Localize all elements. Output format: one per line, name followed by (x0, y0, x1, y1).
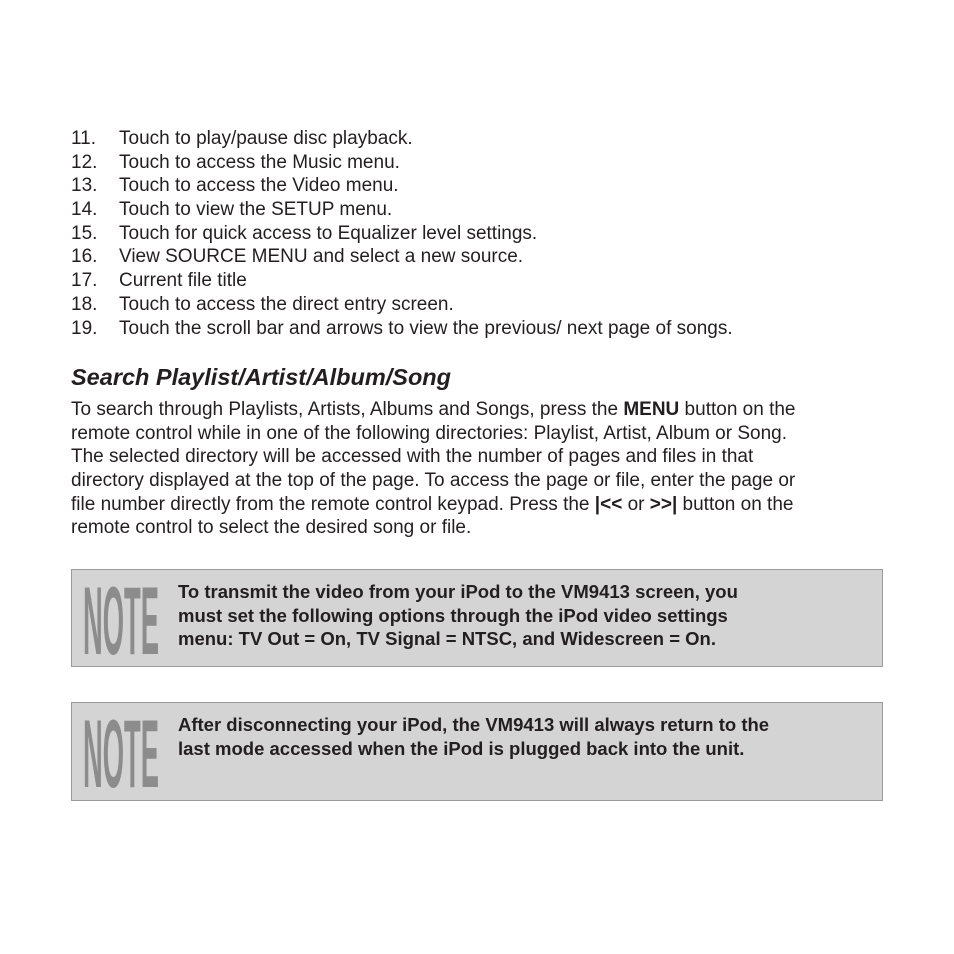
list-item (71, 127, 911, 151)
item-text: Touch to play/pause disc playback. (119, 128, 413, 149)
list-item (71, 245, 911, 269)
paragraph-text: button on the (679, 399, 796, 420)
paragraph-text: or (622, 493, 650, 515)
paragraph-line: directory displayed at the top of the page. To access the page or file, enter the page or (71, 470, 796, 492)
paragraph-line: The selected directory will be accessed with the number of pages and files in that (71, 446, 754, 468)
paragraph-text: To search through Playlists, Artists, Albums and Songs, press the (71, 399, 624, 420)
item-text: View SOURCE MENU and select a new source. (119, 246, 524, 268)
item-text: Touch for quick access to Equalizer level settings. (119, 222, 538, 244)
menu-button-label: MENU (623, 399, 680, 420)
list-item (71, 222, 911, 246)
item-number: 12. (71, 151, 98, 173)
paragraph-line (71, 398, 891, 422)
paragraph-text: file number directly from the remote control keypad. Press the (71, 493, 595, 515)
note-box (71, 567, 883, 675)
svg-text:NOTE: NOTE (83, 567, 159, 675)
paragraph-line: remote control while in one of the following directories: Playlist, Artist, Album or Song. (71, 422, 788, 444)
list-item (71, 269, 911, 293)
item-number: 11. (71, 128, 97, 149)
section-heading: Search Playlist/Artist/Album/Song (71, 364, 452, 390)
list-item (71, 198, 911, 222)
item-text: Touch to view the SETUP menu. (119, 199, 393, 221)
note-text (178, 580, 738, 651)
note-line: menu: TV Out = On, TV Signal = NTSC, and Widescreen = On. (178, 628, 716, 650)
numbered-list (71, 127, 911, 340)
prev-button-label: |<< (594, 493, 623, 515)
paragraph-text: button on the (677, 493, 794, 515)
next-button-label: >>| (649, 493, 678, 515)
item-text: Touch the scroll bar and arrows to view the previous/ next page of songs. (119, 317, 733, 339)
item-text: Touch to access the Video menu. (119, 175, 399, 197)
note-line: After disconnecting your iPod, the VM9413 will always return to the (178, 714, 770, 735)
list-item (71, 293, 911, 317)
item-number: 14. (71, 199, 98, 221)
paragraph-line (71, 493, 891, 517)
note-line: must set the following options through the iPod video settings (178, 604, 728, 626)
svg-text:NOTE: NOTE (83, 700, 159, 808)
item-number: 19. (71, 317, 98, 339)
item-text: Touch to access the direct entry screen. (119, 293, 454, 315)
item-number: 16. (71, 246, 98, 268)
list-item (71, 174, 911, 198)
note-line: To transmit the video from your iPod to the VM9413 screen, you (178, 581, 738, 602)
item-number: 13. (71, 175, 98, 197)
list-item (71, 151, 911, 175)
paragraph-line: remote control to select the desired song or file. (71, 517, 472, 539)
note-line: last mode accessed when the iPod is plugged back into the unit. (178, 737, 745, 759)
item-text: Current file title (119, 270, 247, 292)
note-box (71, 700, 883, 808)
item-number: 18. (71, 293, 98, 315)
note-logo-icon (81, 700, 161, 808)
section-paragraph (71, 398, 891, 540)
item-text: Touch to access the Music menu. (119, 151, 400, 173)
list-item (71, 317, 911, 341)
note-text (178, 713, 769, 760)
item-number: 15. (71, 222, 98, 244)
item-number: 17. (71, 270, 98, 292)
note-logo-icon (81, 567, 161, 675)
